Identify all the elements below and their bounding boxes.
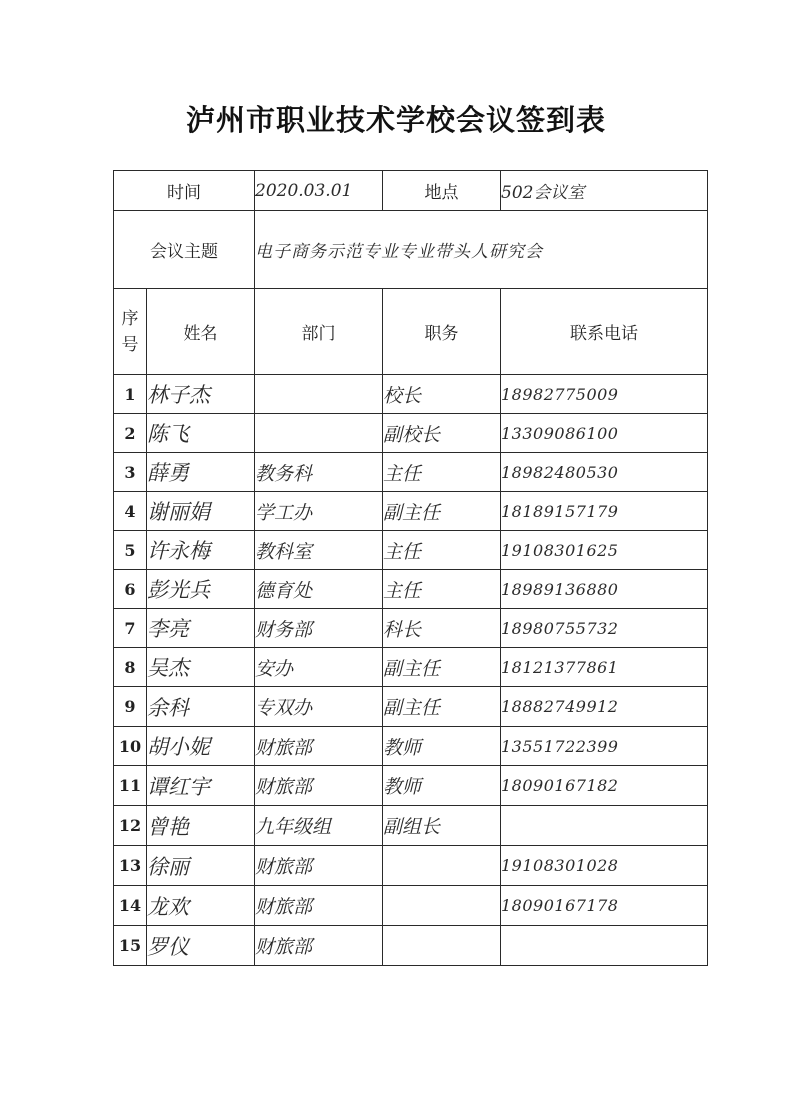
page-title: 泸州市职业技术学校会议签到表: [185, 103, 606, 137]
row-number: 10: [114, 727, 147, 766]
attendee-dept: 财旅部: [255, 846, 383, 886]
attendee-phone: 13551722399: [501, 727, 708, 766]
attendee-position: 主任: [383, 453, 501, 492]
attendee-name: 林子杰: [147, 375, 255, 414]
row-number: 12: [114, 806, 147, 846]
attendee-name: 薛勇: [147, 453, 255, 492]
row-number: 9: [114, 687, 147, 727]
attendee-dept: 财旅部: [255, 926, 383, 966]
attendee-position: 主任: [383, 570, 501, 609]
attendee-name: 胡小妮: [147, 727, 255, 766]
topic-label: 会议主题: [114, 211, 255, 289]
attendee-phone: 18989136880: [501, 570, 708, 609]
attendee-phone: 19108301625: [501, 531, 708, 570]
attendee-dept: [255, 375, 383, 414]
row-number: 1: [114, 375, 147, 414]
attendee-phone: 18090167178: [501, 886, 708, 926]
table-row: [114, 806, 708, 846]
attendee-dept: 安办: [255, 648, 383, 687]
attendee-position: 副组长: [383, 806, 501, 846]
attendee-position: [383, 846, 501, 886]
row-number: 11: [114, 766, 147, 806]
table-row: [114, 766, 708, 806]
table-row: [114, 846, 708, 886]
row-number: 3: [114, 453, 147, 492]
row-number: 6: [114, 570, 147, 609]
table-row: [114, 886, 708, 926]
attendee-phone: 18982775009: [501, 375, 708, 414]
phone-header: 联系电话: [501, 289, 708, 375]
attendee-position: [383, 926, 501, 966]
column-header-row: [114, 289, 708, 375]
table-row: [114, 687, 708, 727]
attendee-position: 副主任: [383, 648, 501, 687]
time-location-row: [114, 171, 708, 211]
table-row: [114, 492, 708, 531]
attendee-phone: 18121377861: [501, 648, 708, 687]
time-label: 时间: [114, 171, 255, 211]
table-row: [114, 375, 708, 414]
attendee-dept: 财旅部: [255, 727, 383, 766]
attendee-name: 曾艳: [147, 806, 255, 846]
attendee-name: 余科: [147, 687, 255, 727]
attendee-phone: 18882749912: [501, 687, 708, 727]
table-row: [114, 926, 708, 966]
table-row: [114, 648, 708, 687]
table-row: [114, 609, 708, 648]
attendee-dept: 学工办: [255, 492, 383, 531]
attendee-position: 副校长: [383, 414, 501, 453]
attendee-position: 教师: [383, 766, 501, 806]
attendee-position: 主任: [383, 531, 501, 570]
location-value: 502会议室: [501, 171, 708, 211]
attendee-phone: 13309086100: [501, 414, 708, 453]
attendee-name: 陈飞: [147, 414, 255, 453]
topic-row: [114, 211, 708, 289]
time-value: 2020.03.01: [255, 171, 383, 211]
attendee-name: 李亮: [147, 609, 255, 648]
attendee-dept: 德育处: [255, 570, 383, 609]
attendee-dept: 教科室: [255, 531, 383, 570]
attendee-position: [383, 886, 501, 926]
dept-header: 部门: [255, 289, 383, 375]
table-row: [114, 531, 708, 570]
row-number: 13: [114, 846, 147, 886]
row-number: 2: [114, 414, 147, 453]
table-row: [114, 727, 708, 766]
attendee-dept: 九年级组: [255, 806, 383, 846]
position-header: 职务: [383, 289, 501, 375]
attendee-name: 徐丽: [147, 846, 255, 886]
location-label: 地点: [383, 171, 501, 211]
attendee-name: 罗仪: [147, 926, 255, 966]
attendee-name: 吴杰: [147, 648, 255, 687]
table-row: [114, 414, 708, 453]
attendee-dept: 财旅部: [255, 886, 383, 926]
seq-header-top: 序: [121, 308, 139, 329]
attendee-dept: 教务科: [255, 453, 383, 492]
attendee-phone: 18980755732: [501, 609, 708, 648]
attendee-phone: 18090167182: [501, 766, 708, 806]
attendee-phone: [501, 926, 708, 966]
row-number: 4: [114, 492, 147, 531]
table-row: [114, 570, 708, 609]
attendee-position: 校长: [383, 375, 501, 414]
attendee-phone: 18189157179: [501, 492, 708, 531]
attendee-dept: [255, 414, 383, 453]
row-number: 14: [114, 886, 147, 926]
topic-value: 电子商务示范专业专业带头人研究会: [255, 211, 708, 289]
sign-in-table: [113, 170, 708, 966]
attendee-phone: [501, 806, 708, 846]
attendee-position: 副主任: [383, 492, 501, 531]
attendee-dept: 财务部: [255, 609, 383, 648]
row-number: 5: [114, 531, 147, 570]
name-header: 姓名: [147, 289, 255, 375]
attendee-dept: 财旅部: [255, 766, 383, 806]
table-row: [114, 453, 708, 492]
attendee-dept: 专双办: [255, 687, 383, 727]
attendee-name: 谢丽娟: [147, 492, 255, 531]
seq-header: [114, 289, 147, 375]
attendee-phone: 19108301028: [501, 846, 708, 886]
attendee-name: 许永梅: [147, 531, 255, 570]
attendee-name: 谭红宇: [147, 766, 255, 806]
attendee-position: 科长: [383, 609, 501, 648]
row-number: 8: [114, 648, 147, 687]
attendee-position: 教师: [383, 727, 501, 766]
attendee-name: 彭光兵: [147, 570, 255, 609]
attendee-phone: 18982480530: [501, 453, 708, 492]
attendee-name: 龙欢: [147, 886, 255, 926]
row-number: 15: [114, 926, 147, 966]
seq-header-bottom: 号: [121, 334, 139, 355]
attendee-position: 副主任: [383, 687, 501, 727]
row-number: 7: [114, 609, 147, 648]
